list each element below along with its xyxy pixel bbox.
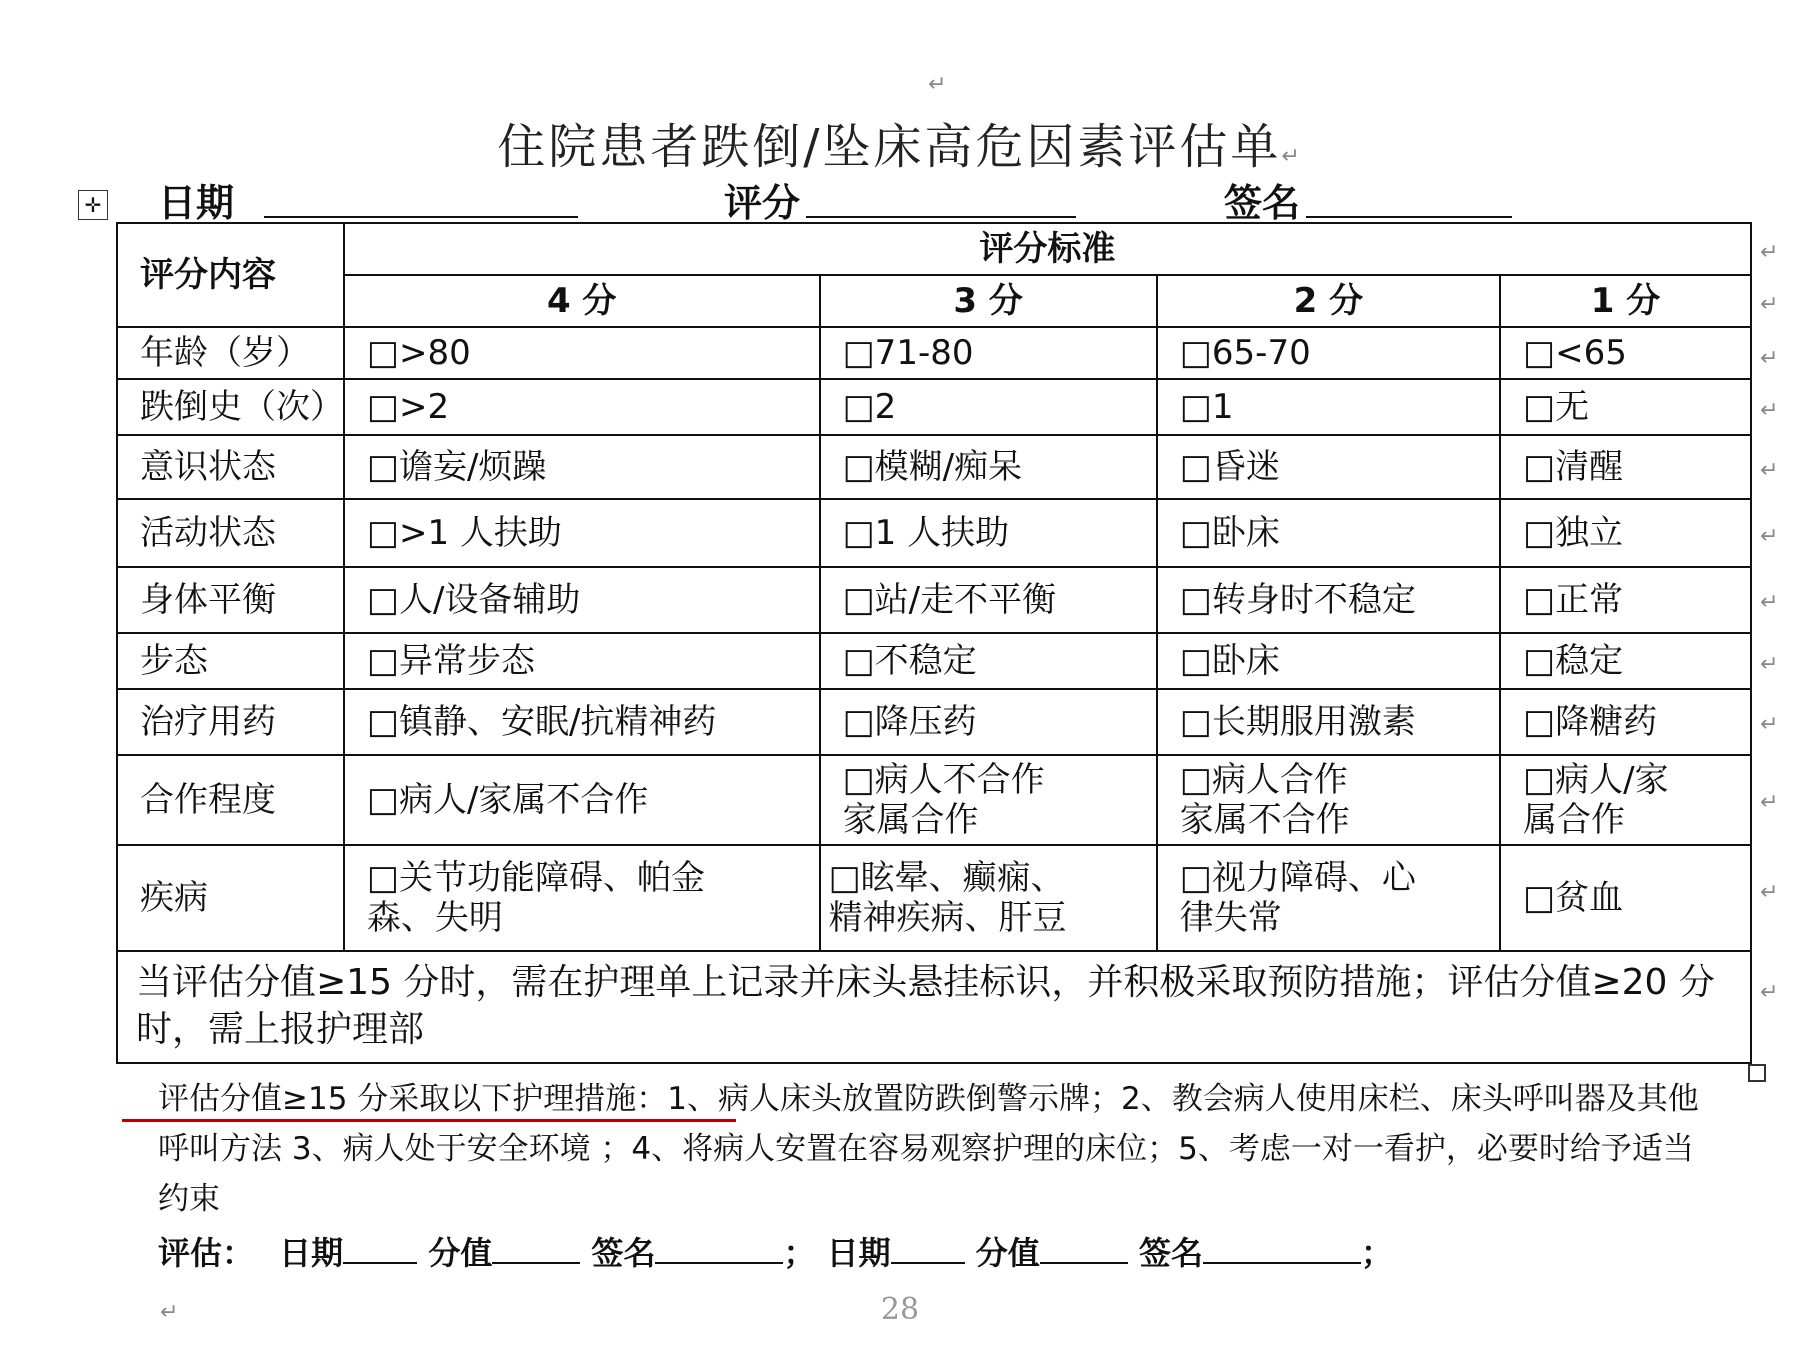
option-checkbox[interactable]: □关节功能障碍、帕金 森、失明 [344,845,820,951]
option-checkbox[interactable]: □不稳定 [820,633,1157,689]
option-checkbox[interactable]: □谵妄/烦躁 [344,435,820,499]
row-label-fall-history: 跌倒史（次） [117,379,344,435]
option-checkbox[interactable]: □降压药 [820,689,1157,755]
option-checkbox[interactable]: □长期服用激素 [1157,689,1500,755]
option-checkbox[interactable]: □镇静、安眠/抗精神药 [344,689,820,755]
row-label-disease: 疾病 [117,845,344,951]
row-label-activity: 活动状态 [117,499,344,567]
option-checkbox[interactable]: □病人合作 家属不合作 [1157,755,1500,845]
paragraph-mark: ↵ [1281,144,1303,169]
row-label-gait: 步态 [117,633,344,689]
sign-row-label: 评估： [158,1234,255,1272]
header-score-label: 评分 [724,181,801,225]
sign-signature-label: 签名 [591,1234,656,1272]
option-checkbox[interactable]: □>80 [344,327,820,379]
row-end-mark: ↵ [1760,458,1779,483]
option-checkbox[interactable]: □模糊/痴呆 [820,435,1157,499]
option-checkbox[interactable]: □站/走不平衡 [820,567,1157,633]
row-end-mark: ↵ [1760,590,1779,615]
row-label-age: 年龄（岁） [117,327,344,379]
row-end-mark: ↵ [1760,346,1779,371]
sign-date-label-2: 日期 [826,1234,891,1272]
table-row [117,567,1751,633]
table-row [117,435,1751,499]
option-checkbox[interactable]: □视力障碍、心 律失常 [1157,845,1500,951]
sign-date-label: 日期 [279,1234,344,1272]
score-header-3: 3 分 [820,275,1157,327]
row-label-consciousness: 意识状态 [117,435,344,499]
content-header-text: 评分内容 [140,254,276,295]
score-header-4: 4 分 [344,275,820,327]
header-date-label: 日期 [158,181,235,225]
row-end-mark: ↵ [1760,398,1779,423]
row-end-mark: ↵ [1760,240,1779,265]
page-number: 28 [880,1292,920,1327]
row-label-balance: 身体平衡 [117,567,344,633]
red-underline-annotation [122,1119,736,1122]
option-checkbox[interactable]: □病人/家属不合作 [344,755,820,845]
table-header-row [117,223,1751,275]
sign-value-blank-2[interactable] [1040,1232,1128,1264]
option-checkbox[interactable]: □清醒 [1500,435,1751,499]
sign-separator-2: ； [1360,1234,1393,1272]
option-checkbox[interactable]: □稳定 [1500,633,1751,689]
sign-value-blank[interactable] [492,1232,580,1264]
row-end-mark: ↵ [1760,524,1779,549]
document-title-text: 住院患者跌倒/坠床高危因素评估单 [497,119,1282,175]
option-checkbox[interactable]: □>2 [344,379,820,435]
table-move-handle-icon[interactable]: ✛ [78,190,108,220]
header-date-blank[interactable] [264,216,578,218]
sign-value-label: 分值 [428,1234,493,1272]
sign-signature-label-2: 签名 [1138,1234,1203,1272]
option-checkbox[interactable]: □病人/家 属合作 [1500,755,1751,845]
score-header-1: 1 分 [1500,275,1751,327]
sign-signature-blank[interactable] [655,1232,783,1264]
score-header-2: 2 分 [1157,275,1500,327]
document-title [0,108,1800,177]
option-checkbox[interactable]: □>1 人扶助 [344,499,820,567]
nursing-measures-paragraph: 评估分值≥15 分采取以下护理措施：1、病人床头放置防跌倒警示牌；2、教会病人使用床栏、床头呼叫器及其他呼叫方法 3、病人处于安全环境 ；4、将病人安置在容易观察护理的床位；5、考虑一对一看护，必要时给予适当约束 [158,1081,1699,1218]
paragraph-mark-top: ↵ [928,72,947,97]
option-checkbox[interactable]: □65-70 [1157,327,1500,379]
row-label-medication: 治疗用药 [117,689,344,755]
standard-header-text: 评分标准 [979,228,1116,269]
row-end-mark: ↵ [1760,980,1779,1005]
sign-row [158,1228,1393,1274]
option-checkbox[interactable]: □无 [1500,379,1751,435]
sign-value-label-2: 分值 [975,1234,1040,1272]
header-score-blank[interactable] [806,216,1076,218]
option-checkbox[interactable]: □卧床 [1157,499,1500,567]
option-checkbox[interactable]: □贫血 [1500,845,1751,951]
table-row [117,689,1751,755]
option-checkbox[interactable]: □卧床 [1157,633,1500,689]
option-checkbox[interactable]: □转身时不稳定 [1157,567,1500,633]
row-end-mark: ↵ [1760,652,1779,677]
sign-date-blank-2[interactable] [891,1232,965,1264]
option-checkbox[interactable]: □独立 [1500,499,1751,567]
option-checkbox[interactable]: □降糖药 [1500,689,1751,755]
option-checkbox[interactable]: □<65 [1500,327,1751,379]
header-signature-blank[interactable] [1306,216,1512,218]
row-end-mark: ↵ [1760,292,1779,317]
content-header-cell [117,223,344,327]
option-checkbox[interactable]: □2 [820,379,1157,435]
row-end-mark: ↵ [1760,880,1779,905]
table-row [117,845,1751,951]
option-checkbox[interactable]: □正常 [1500,567,1751,633]
option-checkbox[interactable]: □眩晕、癫痫、 精神疾病、肝豆 [820,845,1157,951]
option-checkbox[interactable]: □人/设备辅助 [344,567,820,633]
score-header-row [117,275,1751,327]
option-checkbox[interactable]: □病人不合作 家属合作 [820,755,1157,845]
option-checkbox[interactable]: □1 [1157,379,1500,435]
table-row [117,633,1751,689]
header-signature-label: 签名 [1224,181,1301,225]
option-checkbox[interactable]: □1 人扶助 [820,499,1157,567]
row-end-mark: ↵ [1760,712,1779,737]
standard-header-cell [344,223,1751,275]
table-row [117,499,1751,567]
option-checkbox[interactable]: □71-80 [820,327,1157,379]
option-checkbox[interactable]: □异常步态 [344,633,820,689]
row-label-cooperation: 合作程度 [117,755,344,845]
sign-signature-blank-2[interactable] [1203,1232,1361,1264]
assessment-table [116,222,1752,1064]
sign-date-blank[interactable] [343,1232,417,1264]
table-row [117,379,1751,435]
option-checkbox[interactable]: □昏迷 [1157,435,1500,499]
sign-separator: ； [783,1234,816,1272]
assessment-note: 当评估分值≥15 分时，需在护理单上记录并床头悬挂标识，并积极采取预防措施；评估分值≥20 分时，需上报护理部 [117,951,1751,1063]
paragraph-mark-bottom: ↵ [160,1300,179,1325]
table-row [117,755,1751,845]
table-row [117,327,1751,379]
note-row [117,951,1751,1063]
row-end-mark: ↵ [1760,790,1779,815]
table-resize-handle[interactable] [1748,1064,1766,1082]
